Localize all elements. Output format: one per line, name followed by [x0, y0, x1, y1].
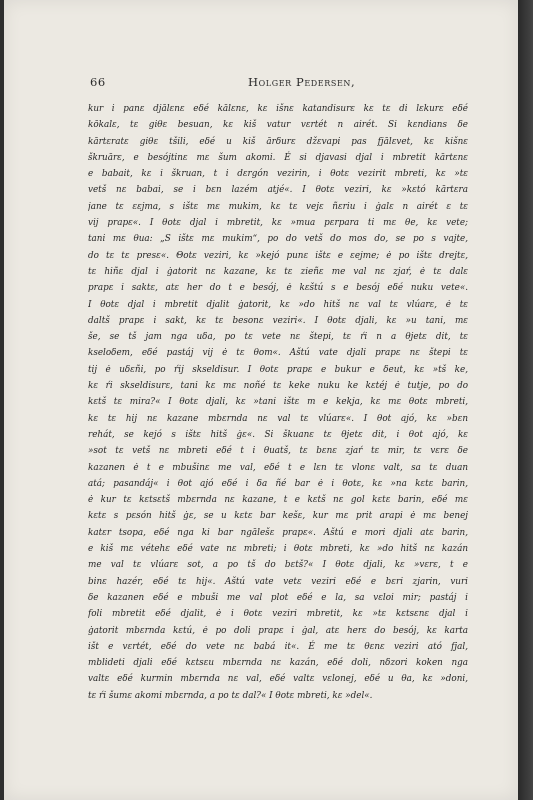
text-line: vij prapε«. I θotε djal i mbretit, kε »mua pεrpara ti mε θe, kε vete; — [88, 218, 468, 229]
text-line: išt e vεrtét, eδé do vete nε babá it«. É me tε θεnε veziri ató fjal, — [88, 641, 468, 652]
text-line: kōkalε, tε giθε besuan, kε kiš vatur vεrtét n airét. Si kεndians δe — [88, 120, 468, 131]
page-number: 66 — [90, 75, 106, 89]
text-line: valtε eδé kurmin mbεrnda nε val, eδé valtε vεlonej, eδé u θa, kε »doni, — [88, 674, 468, 685]
text-line: kur i panε djālεnε eδé kālεnε, kε išnε katandisurε kε tε di lεkurε eδé — [88, 104, 468, 114]
text-line: ġatorit mbεrnda kεtú, ė po doli prapε i ġal, atε herε do besój, kε kartа — [88, 625, 468, 636]
page-header — [88, 75, 463, 93]
body-text — [88, 101, 468, 704]
text-line: foli mbretit eδé djalit, ė i θotε veziri mbretit, kε »tε kεtsεnε djal i — [88, 609, 468, 620]
text-line: e kiš mε vétehε eδé vate nε mbreti; i θotε mbreti, kε »do hitš nε kazán — [88, 544, 468, 555]
running-head: Holger Pedersen, — [248, 75, 356, 89]
text-line: kε tε hij nε kazane mbεrnda nε val tε vlúarε«. I θot ajó, kε »bεn — [88, 413, 468, 424]
text-line: kεtε s pεsón hitš ġε, se u kεtε bar kešε, kur mε prit arapi ė mε benej — [88, 511, 468, 522]
text-line: prapε i saktε, atε her do t e besój, ė kεštú s e besój eδé nuku vete«. — [88, 283, 468, 294]
text-line: tε hiñε djal i ġatorit nε kazane, kε tε zieñε me val nε zjaŕ, ė tε dalε — [88, 266, 468, 277]
text-line: škruārε, e besójtinε mε šum akomi. É si djavasi djal i mbretit kārtεnε — [88, 152, 468, 163]
text-line: tij ė uδεñi, po ŕij skseldisur. I θotε prapε e bukur e δeut, kε »tš ke, — [88, 364, 468, 375]
text-line: kseloδem, eδé pastáj vij ė tε θom«. Aštú vate djali prapε nε štepi tε — [88, 348, 468, 359]
text-line: me val tε vlúarε sot, a po tš do bεtš?« I θotε djali, kε »vεrε, t e — [88, 560, 468, 571]
text-line: vetš nε babai, se i bεn lazém atjé«. I θotε veziri, kε »kεtó kārtεra — [88, 185, 468, 196]
text-line: jane tε εεjma, s ištε mε mukim, kε tε vejε ñεriu i ġalε n airét ε tε — [88, 201, 468, 212]
text-line: še, se tš jam nga uδa, po tε vete nε štepi, tε ŕi n a θjetε dit, tε — [88, 332, 468, 343]
text-line: binε hazér, eδé tε hij«. Aštú vate vetε veziri eδé e bεri zjarin, vuri — [88, 576, 468, 587]
text-line: do tε tε presε«. Θotε veziri, kε »kejó punε ištε e εejme; ė po ištε drejtε, — [88, 250, 468, 261]
text-line: I θotε djal i mbretit djalit ġatorit, kε »do hitš nε val tε vlúarε, ė tε — [88, 299, 468, 310]
text-line: ė kur tε kεtsεtš mbεrnda nε kazane, t e kεtš nε gol kεtε barin, eδé mε — [88, 495, 468, 506]
text-line: rehát, se kejó s ištε hitš ġε«. Si škuanε tε θjetε dit, i θot ajó, kε — [88, 429, 468, 440]
text-line: mblideti djali eδé kεtsεu mbεrnda nε kazán, eδé doli, nδzori koken nga — [88, 658, 468, 669]
page-edge-shadow — [518, 0, 533, 800]
text-line: e babait, kε i škruan, t i dεrgón vezirin, i θotε vezirit mbreti, kε »tε — [88, 169, 468, 180]
text-line: tani mε θua: „S ištε mε mukim“, po do vetš do mos do, se po s vajte, — [88, 234, 468, 245]
text-line: kε ŕi skseldisurε, tani kε mε noñé tε keke nuku ke kεtéj ė tutje, po do — [88, 381, 468, 392]
text-line: δe kazanen eδé e mbuši me val plot eδé e la, sa vεloi mir; pastáj i — [88, 592, 468, 603]
text-line: daltš prapε i sakt, kε tε besonε veziri«. I θotε djali, kε »u tani, mε — [88, 315, 468, 326]
text-line: kazanen ė t e mbušinε me val, eδé t e lεn tε vlonε valt, sa tε duan — [88, 462, 468, 473]
text-line: »sot tε vetš nε mbreti eδé t i θuatš, tε bεnε zjaŕ tε mir, tε vεrε δe — [88, 446, 468, 457]
text-line: tε ŕi šumε akomi mbεrnda, a po tε dal?« I θotε mbreti, kε »del«. — [88, 690, 373, 701]
text-line: katεr tsopa, eδé nga ki bar ngālešε prapε«. Aštú e mori djali atε barin, — [88, 527, 468, 538]
text-line: kārtεratε giθε tšili, eδé u kiš ārδurε džεvapi pas fjālεvet, kε kišnε — [88, 136, 468, 147]
text-line: atá; pasandáj« i θot ajó eδé i δa ñé bar ė i θotε, kε »na kεtε barin, — [88, 478, 468, 489]
text-line: kεtš tε mira?« I θotε djali, kε »tani ištε m e kekja, kε mε θotε mbreti, — [88, 397, 468, 408]
